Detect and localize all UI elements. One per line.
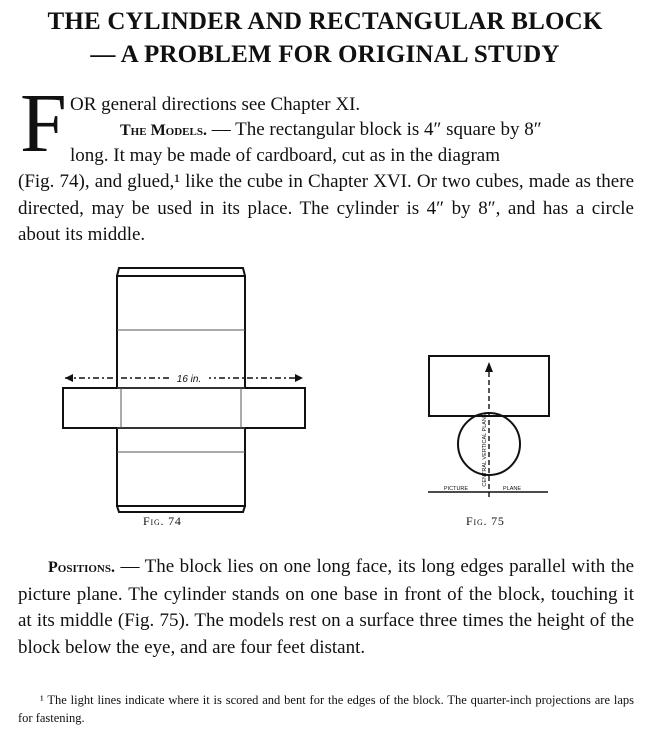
chapter-title-line2: — A PROBLEM FOR ORIGINAL STUDY xyxy=(90,41,560,68)
models-heading-line xyxy=(120,118,542,143)
models-text-rest: (Fig. 74), and glued,¹ like the cube in Chapter XVI. Or two cubes, made as there directed, may be used in its place. The cylinder is 4″ by 8″, and has a circle about its middle. xyxy=(18,171,634,246)
intro-first-line: OR general directions see Chapter XI. xyxy=(70,94,361,115)
axis-label: CENTRAL VERTICAL PLANE xyxy=(482,413,488,487)
ground-label-right: PLANE xyxy=(502,486,522,492)
dimension-label: 16 in. xyxy=(176,374,202,385)
ground-label-left: PICTURE xyxy=(443,486,469,492)
models-paragraph xyxy=(18,143,634,249)
figure-74-net-diagram xyxy=(55,262,315,517)
net-horizontal-strip xyxy=(63,388,305,428)
drop-cap: F xyxy=(20,77,67,170)
models-label: The Models. xyxy=(120,122,207,139)
chapter-title-line1: THE CYLINDER AND RECTANGULAR BLOCK xyxy=(47,8,603,35)
figure-75-plan-diagram xyxy=(420,350,560,510)
footnote-mark: ¹ xyxy=(40,693,44,707)
positions-paragraph xyxy=(18,554,634,661)
lap-top xyxy=(117,268,245,276)
footnote xyxy=(18,691,634,727)
models-line1-text: — The rectangular block is 4″ square by 8″ xyxy=(206,119,542,140)
figure-74-caption: Fig. 74 xyxy=(143,514,182,528)
positions-text: — The block lies on one long face, its long edges parallel with the picture plane. The cylinder stands on one base in front of the block, touching it at its middle (Fig. 75). The models rest on a surface three times the height of the block below the eye, and are four feet distant. xyxy=(18,556,634,658)
figure-75-caption: Fig. 75 xyxy=(466,514,505,528)
positions-label: Positions. xyxy=(48,559,115,576)
models-line2: long. It may be made of cardboard, cut as in the diagram xyxy=(70,145,500,166)
footnote-text: The light lines indicate where it is scored and bent for the edges of the block. The quarter-inch projections are laps for fastening. xyxy=(18,693,634,725)
